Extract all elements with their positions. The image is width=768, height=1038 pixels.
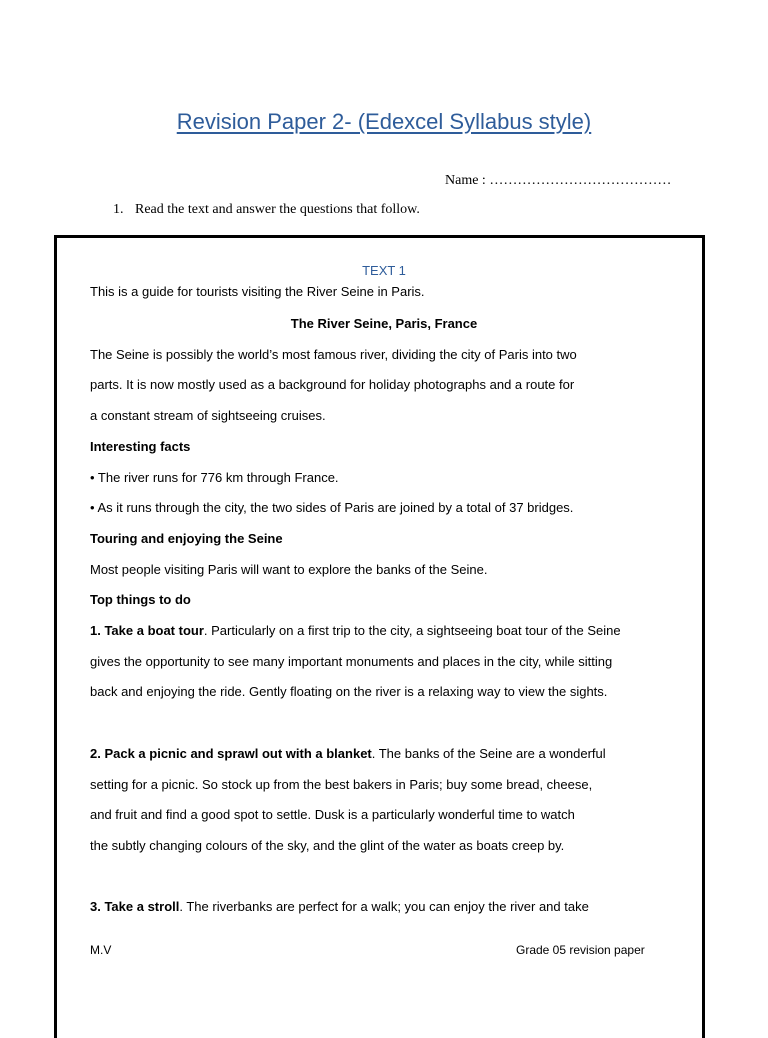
question-text: Read the text and answer the questions that follow.	[135, 202, 420, 217]
name-field-line	[445, 173, 671, 189]
facts-heading: Interesting facts	[90, 438, 191, 454]
spacer	[90, 708, 670, 739]
name-label: Name :	[445, 173, 490, 188]
page-title-text: Revision Paper 2- (Edexcel Syllabus style)	[176, 109, 592, 134]
question-instruction	[113, 202, 420, 218]
name-dots: …………………………………	[489, 173, 672, 188]
footer-grade: Grade 05 revision paper	[516, 943, 645, 957]
list-item-1	[90, 616, 670, 647]
list-item-1-text: . Particularly on a first trip to the city, a sightseeing boat tour of the Seine	[203, 623, 621, 639]
list-item-2-title: 2. Pack a picnic and sprawl out with a blanket	[90, 745, 372, 761]
list-item-3-title: 3. Take a stroll	[90, 899, 180, 915]
list-item-1-title: 1. Take a boat tour	[90, 623, 204, 639]
text-label: TEXT 1	[362, 263, 406, 278]
article-heading: The River Seine, Paris, France	[290, 316, 478, 331]
paragraph-line: gives the opportunity to see many important monuments and places in the city, while sitting	[90, 653, 613, 669]
footer-author: M.V	[90, 943, 112, 957]
spacer	[90, 862, 670, 893]
question-number: 1.	[113, 202, 124, 217]
paragraph-line: parts. It is now mostly used as a background for holiday photographs and a route for	[90, 377, 575, 393]
list-item-3	[90, 892, 670, 923]
fact-item: • The river runs for 776 km through France.	[90, 469, 339, 485]
paragraph-line: a constant stream of sightseeing cruises.	[90, 408, 326, 424]
text-box-content	[90, 262, 670, 923]
paragraph-line: setting for a picnic. So stock up from the best bakers in Paris; buy some bread, cheese,	[90, 776, 593, 792]
touring-text: Most people visiting Paris will want to explore the banks of the Seine.	[90, 561, 488, 577]
intro-text: This is a guide for tourists visiting the River Seine in Paris.	[90, 284, 425, 299]
top-things-heading: Top things to do	[90, 592, 191, 608]
page-title	[0, 109, 768, 135]
paragraph-line: the subtly changing colours of the sky, and the glint of the water as boats creep by.	[90, 837, 565, 853]
list-item-2-text: . The banks of the Seine are a wonderful	[371, 745, 606, 761]
paragraph-line: The Seine is possibly the world’s most famous river, dividing the city of Paris into two	[90, 346, 577, 362]
touring-heading: Touring and enjoying the Seine	[90, 530, 283, 546]
fact-item: • As it runs through the city, the two sides of Paris are joined by a total of 37 bridges.	[90, 500, 574, 516]
paragraph-line: back and enjoying the ride. Gently floating on the river is a relaxing way to view the sights.	[90, 684, 608, 700]
paragraph-line: and fruit and find a good spot to settle. Dusk is a particularly wonderful time to watch	[90, 807, 575, 823]
list-item-3-text: . The riverbanks are perfect for a walk; you can enjoy the river and take	[179, 899, 589, 915]
list-item-2	[90, 739, 670, 770]
